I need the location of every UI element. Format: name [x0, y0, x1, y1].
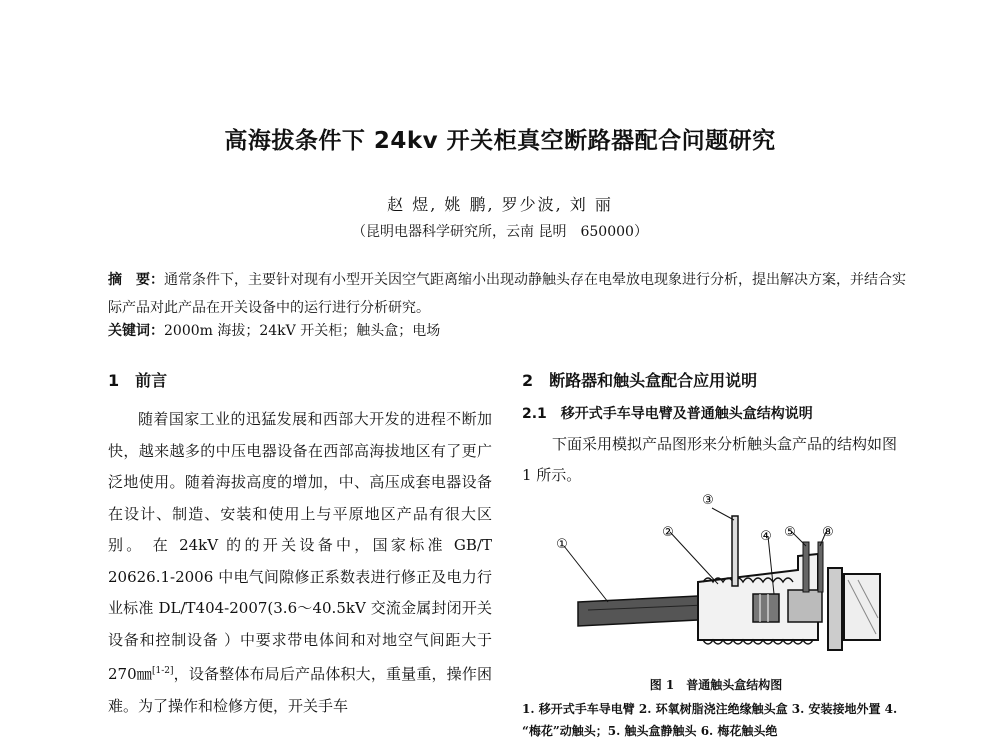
paper-title: 高海拔条件下 24kv 开关柜真空断路器配合问题研究: [224, 128, 776, 154]
figure-label-1: ①: [556, 537, 568, 552]
section2-heading: 2 断路器和触头盒配合应用说明: [522, 371, 758, 390]
left-column: [108, 368, 492, 722]
abstract-text: 通常条件下，主要针对现有小型开关因空气距离缩小出现动静触头存在电晕放电现象进行分析，提出解决方案，并结合实际产品对此产品在开关设备中的运行进行分析研究。: [108, 272, 906, 316]
section1-heading: 1 前言: [108, 371, 168, 390]
section1-body: [108, 404, 492, 722]
leader-line: [564, 546, 608, 602]
plum-contact: [753, 594, 779, 622]
static-contact: [788, 590, 822, 622]
abstract-label: 摘 要：: [108, 272, 164, 288]
affiliation: （昆明电器科学研究所，云南 昆明 650000）: [352, 224, 648, 240]
shield-bar: [818, 542, 823, 592]
figure-label-5: ⑤: [784, 525, 796, 540]
authors: 赵 煜, 姚 鹏, 罗少波, 刘 丽: [387, 195, 613, 214]
right-flange: [828, 568, 842, 650]
section2-1-heading: 2.1 移开式手车导电臂及普通触头盒结构说明: [522, 406, 813, 422]
keywords-text: 2000m 海拔；24kV 开关柜；触头盒；电场: [164, 323, 441, 339]
figure-caption: 图 1 普通触头盒结构图: [649, 678, 783, 692]
abstract: [108, 266, 908, 322]
figure-label-4: ④: [760, 529, 772, 544]
figure-legend: 1. 移开式手车导电臂 2. 环氧树脂浇注绝缘触头盒 3. 安装接地外置 4. “梅花”动触头；5. 触头盒静触头 6. 梅花触头绝: [522, 702, 898, 738]
figure-label-8: ⑧: [822, 525, 834, 540]
citation-marker: [1-2]: [151, 666, 174, 676]
section2-paragraph: 下面采用模拟产品图形来分析触头盒产品的结构如图 1 所示。: [522, 435, 898, 484]
figure-drawing: [548, 490, 888, 660]
section1-text-part1: 随着国家工业的迅猛发展和西部大开发的进程不断加快，越来越多的中压电器设备在西部高海拔地区有了更广泛地使用。随着海拔高度的增加，中、高压成套电器设备在设计、制造、安装和使用上与平原地区产品有很大区别。 在 24kV 的的开关设备中，国家标准 GB/T 20626.1-2006 中电气间隙修正系数表进行修正及电力行业标准 DL/T404-2007(3.6～40.5kV 交流金属封闭开关设备和控制设备 ）中要求带电体间和对地空气间距大于 270㎜: [108, 410, 492, 683]
section2-body: [522, 429, 910, 491]
right-column: [522, 368, 910, 491]
section1-paragraph: [108, 404, 492, 722]
leader-line: [712, 508, 734, 520]
figure-label-2: ②: [662, 525, 674, 540]
keywords: [108, 320, 908, 340]
section1-text-part2: ，设备整体布局后产品体积大，重量重，操作困难。为了操作和检修方便，开关手车: [108, 665, 492, 715]
keywords-label: 关键词：: [108, 323, 164, 339]
figure-label-3: ③: [702, 493, 714, 508]
shield-bar: [803, 542, 809, 592]
contact-box-diagram: [548, 490, 888, 660]
leader-line: [670, 532, 718, 584]
mounting-flange: [732, 516, 738, 586]
